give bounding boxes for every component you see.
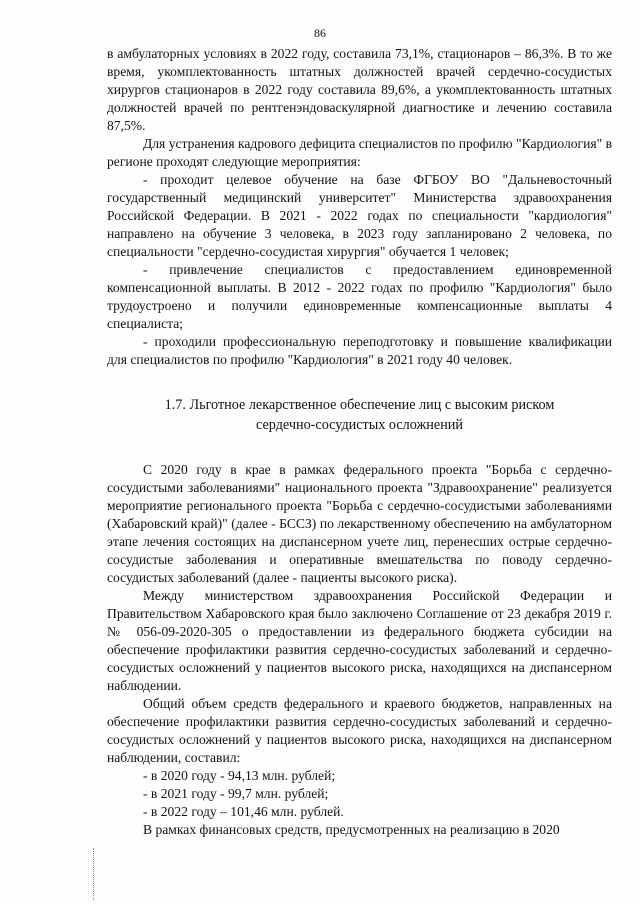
paragraph: Для устранения кадрового дефицита специалистов по профилю "Кардиология" в регионе проходят следующие мероприятия: xyxy=(107,136,612,169)
paragraph: Между министерством здравоохранения Российской Федерации и Правительством Хабаровского края было заключено Соглашение от 23 декабря 2019 г. № 056-09-2020-305 о предоставлении из федерального бюджета субсидии на обеспечение профилактики развития сердечно-сосудистых заболеваний и сердечно-сосудистых осложнений у пациентов высокого риска, находящихся на диспансерном наблюдении. xyxy=(107,588,612,693)
page-number: 86 xyxy=(314,26,326,40)
paragraph: С 2020 году в крае в рамках федерального проекта "Борьба с сердечно-сосудистыми заболеваниями" национального проекта "Здравоохранение" реализуется мероприятие регионального проекта "Борьба с сердечно-сосудистыми заболеваниями (Хабаровский край)" (далее - БССЗ) по лекарственному обеспечению на амбулаторном этапе лечения состоящих на диспансерном учете лиц, перенесших острые сердечно-сосудистые заболевания и оперативные вмешательства по поводу сердечно-сосудистых заболеваний (далее - пациенты высокого риска). xyxy=(107,462,612,585)
paragraph: Общий объем средств федерального и краевого бюджетов, направленных на обеспечение профилактики развития сердечно-сосудистых заболеваний и сердечно-сосудистых осложнений у пациентов высокого риска, находящихся на диспансерном наблюдении, составил: xyxy=(107,696,612,765)
list-item: - в 2020 году - 94,13 млн. рублей; xyxy=(143,768,336,783)
section-heading xyxy=(107,395,612,435)
section-heading-line-1: 1.7. Льготное лекарственное обеспечение лиц с высоким риском xyxy=(164,397,555,413)
paragraph: - проходили профессиональную переподготовку и повышение квалификации для специалистов по профилю "Кардиология" в 2021 году 40 человек. xyxy=(107,334,612,367)
paragraph: в амбулаторных условиях в 2022 году, составила 73,1%, стационаров – 86,3%. В то же время, укомплектованность штатных должностей врачей сердечно-сосудистых хирургов стационаров в 2022 году составила 89,6%, а укомплектованность штатных должностей врачей по рентгенэндоваскулярной диагностике и лечению составила 87,5%. xyxy=(107,46,612,133)
paragraph: В рамках финансовых средств, предусмотренных на реализацию в 2020 xyxy=(143,822,560,837)
section-heading-line-2: сердечно-сосудистых осложнений xyxy=(256,417,463,433)
list-item: - в 2022 году – 101,46 млн. рублей. xyxy=(143,804,344,819)
paragraph: - проходит целевое обучение на базе ФГБОУ ВО "Дальневосточный государственный медицинский университет" Министерства здравоохранения Российской Федерации. В 2021 - 2022 годах по специальности "кардиология" направлено на обучение 3 человека, в 2023 году запланировано 2 человека, по специальности "сердечно-сосудистая хирургия" обучается 1 человек; xyxy=(107,172,612,259)
paragraph: - привлечение специалистов с предоставлением единовременной компенсационной выплаты. В 2012 - 2022 годах по профилю "Кардиология" было трудоустроено и получили единовременные компенсационные выплаты 4 специалиста; xyxy=(107,262,612,331)
document-body xyxy=(107,45,612,839)
list-item: - в 2021 году - 99,7 млн. рублей; xyxy=(143,786,329,801)
binding-marks xyxy=(93,848,96,900)
